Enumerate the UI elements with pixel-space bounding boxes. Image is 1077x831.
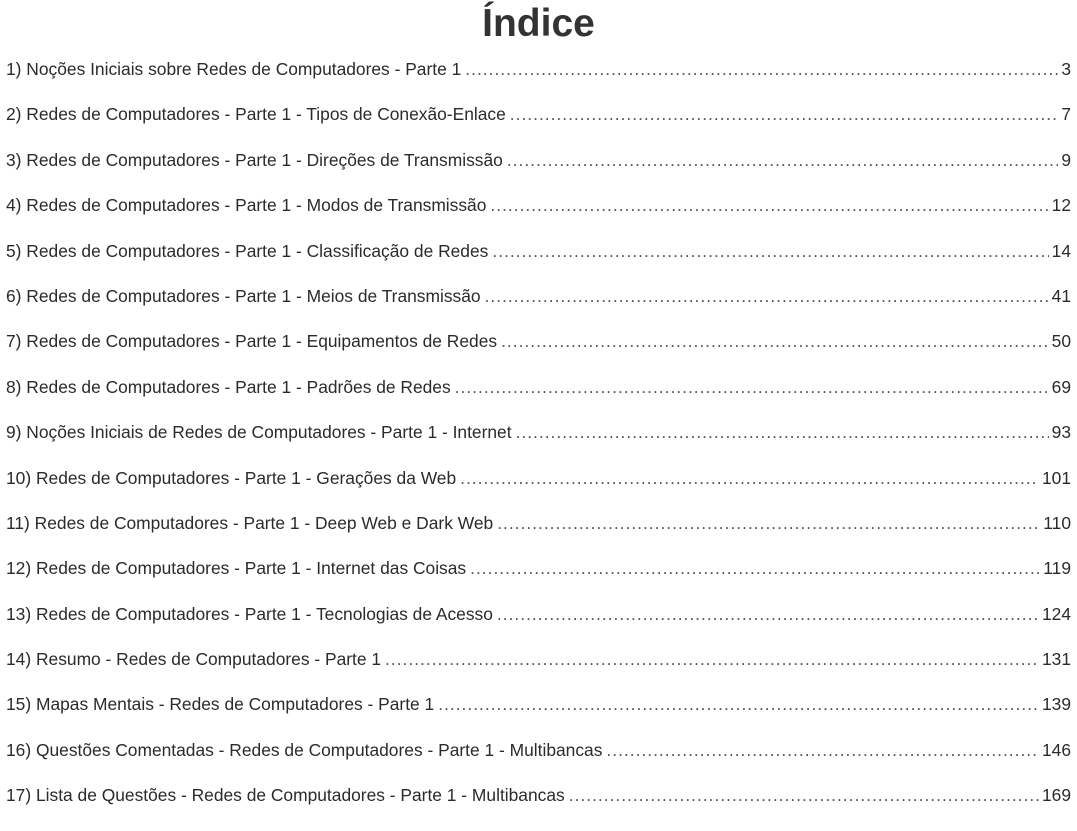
toc-dot-leader <box>510 104 1059 125</box>
toc-entry-label: 12) Redes de Computadores - Parte 1 - Internet das Coisas <box>6 558 467 579</box>
toc-dot-leader <box>385 649 1039 670</box>
toc-dot-leader <box>492 241 1048 262</box>
toc-entry[interactable] <box>6 377 1071 422</box>
toc-entry[interactable] <box>6 694 1071 739</box>
toc-entry-page: 146 <box>1041 739 1071 760</box>
toc-dot-leader <box>470 558 1040 579</box>
toc-entry-page: 69 <box>1051 376 1071 397</box>
toc-entry[interactable] <box>6 331 1071 376</box>
toc-entry-label: 15) Mapas Mentais - Redes de Computadores - Parte 1 <box>6 694 435 715</box>
toc-entry[interactable] <box>6 785 1071 830</box>
toc-dot-leader <box>516 422 1049 443</box>
toc-entry-label: 8) Redes de Computadores - Parte 1 - Padrões de Redes <box>6 376 451 397</box>
toc-entry-label: 17) Lista de Questões - Redes de Computadores - Parte 1 - Multibancas <box>6 785 565 806</box>
toc-entry-label: 16) Questões Comentadas - Redes de Computadores - Parte 1 - Multibancas <box>6 739 603 760</box>
toc-entry-label: 3) Redes de Computadores - Parte 1 - Direções de Transmissão <box>6 149 503 170</box>
toc-entry-label: 7) Redes de Computadores - Parte 1 - Equipamentos de Redes <box>6 331 498 352</box>
toc-entry-page: 41 <box>1051 285 1071 306</box>
toc-entry[interactable] <box>6 604 1071 649</box>
toc-entry[interactable] <box>6 150 1071 195</box>
toc-entry-label: 4) Redes de Computadores - Parte 1 - Modos de Transmissão <box>6 195 487 216</box>
toc-entry-label: 13) Redes de Computadores - Parte 1 - Tecnologias de Acesso <box>6 603 493 624</box>
toc-entry-label: 11) Redes de Computadores - Parte 1 - Deep Web e Dark Web <box>6 512 494 533</box>
toc-dot-leader <box>569 785 1039 806</box>
toc-dot-leader <box>455 377 1049 398</box>
toc-dot-leader <box>485 286 1049 307</box>
toc-entry-page: 119 <box>1043 558 1071 579</box>
toc-entry[interactable] <box>6 649 1071 694</box>
toc-dot-leader <box>490 195 1048 216</box>
toc-entry-page: 139 <box>1041 694 1071 715</box>
toc-entry-page: 110 <box>1043 512 1071 533</box>
toc-dot-leader <box>438 694 1039 715</box>
toc-entry-page: 93 <box>1051 422 1071 443</box>
toc-entry-label: 1) Noções Iniciais sobre Redes de Computadores - Parte 1 <box>6 59 462 79</box>
table-of-contents <box>6 59 1071 831</box>
toc-entry-page: 9 <box>1061 149 1071 170</box>
toc-entry-page: 12 <box>1051 195 1071 216</box>
toc-entry-page: 7 <box>1061 104 1071 125</box>
toc-dot-leader <box>460 468 1039 489</box>
toc-entry-label: 9) Noções Iniciais de Redes de Computadores - Parte 1 - Internet <box>6 422 512 443</box>
page-title: Índice <box>482 2 595 45</box>
toc-dot-leader <box>606 740 1039 761</box>
toc-entry-page: 50 <box>1051 331 1071 352</box>
toc-entry-label: 2) Redes de Computadores - Parte 1 - Tipos de Conexão-Enlace <box>6 104 506 125</box>
toc-entry[interactable] <box>6 59 1071 104</box>
toc-entry[interactable] <box>6 558 1071 603</box>
toc-entry-page: 124 <box>1041 603 1071 624</box>
toc-entry[interactable] <box>6 195 1071 240</box>
toc-entry-page: 169 <box>1041 785 1071 806</box>
toc-dot-leader <box>497 604 1039 625</box>
toc-entry-page: 3 <box>1061 59 1071 79</box>
toc-entry[interactable] <box>6 241 1071 286</box>
toc-entry-label: 10) Redes de Computadores - Parte 1 - Gerações da Web <box>6 467 457 488</box>
toc-entry-label: 5) Redes de Computadores - Parte 1 - Classificação de Redes <box>6 240 489 261</box>
toc-entry[interactable] <box>6 422 1071 467</box>
toc-entry-page: 14 <box>1051 240 1071 261</box>
toc-entry[interactable] <box>6 104 1071 149</box>
toc-entry-label: 6) Redes de Computadores - Parte 1 - Meios de Transmissão <box>6 285 481 306</box>
toc-dot-leader <box>497 513 1040 534</box>
toc-entry[interactable] <box>6 740 1071 785</box>
toc-dot-leader <box>465 59 1058 80</box>
toc-dot-leader <box>507 150 1059 171</box>
toc-entry-page: 101 <box>1041 467 1071 488</box>
toc-dot-leader <box>501 331 1049 352</box>
toc-entry[interactable] <box>6 468 1071 513</box>
toc-entry-label: 14) Resumo - Redes de Computadores - Parte 1 <box>6 649 382 670</box>
toc-entry-page: 131 <box>1041 649 1071 670</box>
toc-entry[interactable] <box>6 513 1071 558</box>
toc-entry[interactable] <box>6 286 1071 331</box>
